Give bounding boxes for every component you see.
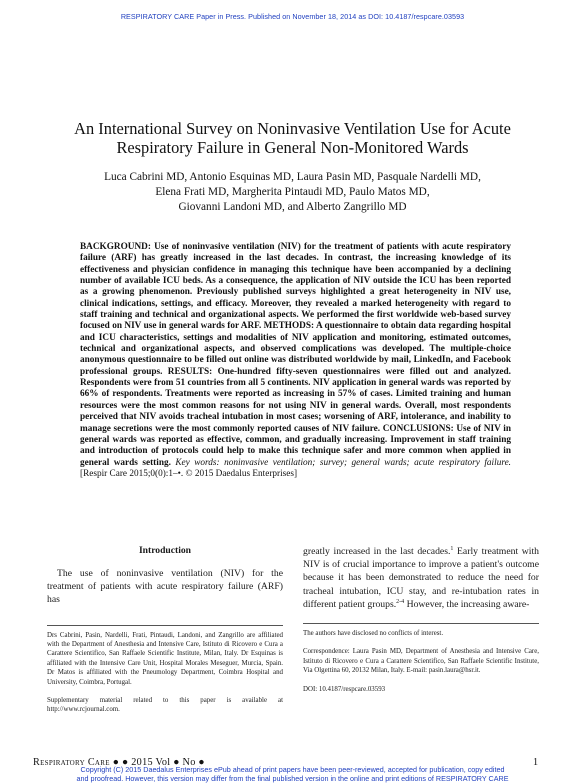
intro-continued: greatly increased in the last decades.$^1$ Early treatment with NIV is of crucial importance to improve a patient's outcome because it has been demonstrated to reduce the need for tracheal intubation, ICU stay, and re-intubation rates in different patient groups.$^{2-4}$ However, the increasing aware- xyxy=(303,545,540,610)
abstract-keywords: Key words: noninvasive ventilation; survey; general wards; acute respiratory failure. xyxy=(175,457,511,468)
page-number: 1 xyxy=(533,757,539,768)
copyright-line: Copyright (C) 2015 Daedalus Enterprises ePub ahead of print papers have been peer-reviewed, accepted for publication, copy edited xyxy=(80,765,505,774)
author-list xyxy=(60,170,525,214)
correspondence: Correspondence: Laura Pasin MD, Department of Anesthesia and Intensive Care, Istituto di Ricovero e Cura a Carattere Scientifico, San Raffaele Scientific Institute, Via Olgettina 60, 20132 Milan, Italy. E-mail: pasin.laura@hsr.it. xyxy=(303,648,539,675)
doi: DOI: 10.4187/respcare.03593 xyxy=(303,685,386,693)
issue-info: ● ● 2015 Vol ● No ● xyxy=(112,757,205,768)
reference-mark: 2-4 xyxy=(396,598,405,605)
article-title xyxy=(40,120,545,157)
abstract-citation: [Respir Care 2015;0(0):1–•. © 2015 Daedalus Enterprises] xyxy=(80,468,298,479)
title-line: An International Survey on Noninvasive Ventilation Use for Acute xyxy=(74,119,511,138)
author-line: Luca Cabrini MD, Antonio Esquinas MD, Laura Pasin MD, Pasquale Nardelli MD, xyxy=(104,171,481,183)
abstract xyxy=(80,242,511,480)
copyright-line: and proofread. However, this version may differ from the final published version in the online and print editions of RESPIRATORY CARE xyxy=(76,774,509,783)
disclosure: The authors have disclosed no conflicts of interest. xyxy=(303,630,444,638)
abstract-body: BACKGROUND: Use of noninvasive ventilation (NIV) for the treatment of patients with acute respiratory failure (ARF) has greatly increased in the last decades. In contrast, the increasing knowledge of its effectiveness and physician confidence in managing this technique have been accompanied by a declining number of available ICU beds. As a consequence, the application of NIV outside the ICU has been reported as a growing phenomenon. Previously published surveys highlighted a great heterogeneity in NIV use, clinical indications, settings, and efficacy. Moreover, they revealed a marked heterogeneity with regard to staff training and technical and organizational aspects. We performed the first worldwide web-based survey focused on NIV use in general wards for ARF. METHODS: A questionnaire to obtain data regarding hospital and ICU characteristics, settings and modalities of NIV application and monitoring, estimated outcomes, technical and organizational aspects, and observed complications was developed. The multiple-choice anonymous questionnaire to be filled out online was distributed worldwide by mail, LinkedIn, and Facebook professional groups. RESULTS: One-hundred fifty-seven questionnaires were filled out and analyzed. Respondents were from 51 countries from all 5 continents. NIV application in general wards was reported by 66% of respondents. Treatments were reported as increasing in 57% of cases. Limited training and human resources were the most common reasons for not using NIV in general wards. Overall, most respondents perceived that NIV avoids tracheal intubation in most cases; worsening of ARF, intolerance, and inability to manage secretions were the most commonly reported causes of NIV failure. CONCLUSIONS: Use of NIV in general wards was reported as effective, common, and gradually increasing. Improvement in staff training and introduction of protocols could help to make this technique safer and more common when applied in general wards setting. xyxy=(80,242,511,468)
journal-name: Respiratory Care xyxy=(33,757,110,768)
author-line: Giovanni Landoni MD, and Alberto Zangrillo MD xyxy=(178,200,407,213)
intro-paragraph: The use of noninvasive ventilation (NIV) for the treatment of patients with acute respiratory failure (ARF) has xyxy=(47,568,283,606)
affiliations: Drs Cabrini, Pasin, Nardelli, Frati, Pintaudi, Landoni, and Zangrillo are affiliated with the Department of Anesthesia and Intensive Care, Istituto di Ricovero e Cura a Carattere Scientifico, San Raffaele Scientific Institute, Milan, Italy. Dr Esquinas is affiliated with the Intensive Care Unit, Hospital Morales Meseguer, Murcia, Spain. Dr Matos is affiliated with the Pneumology Department, Coimbra Hospital and University, Coimbra, Portugal. xyxy=(47,631,283,686)
reference-mark: 1 xyxy=(450,545,454,552)
title-line: Respiratory Failure in General Non-Monitored Wards xyxy=(116,137,469,157)
author-line: Elena Frati MD, Margherita Pintaudi MD, Paulo Matos MD, xyxy=(155,185,430,198)
copyright-notice xyxy=(0,765,585,783)
supplementary-note: Supplementary material related to this paper is available at http://www.rcjournal.com. xyxy=(47,697,283,714)
left-column xyxy=(47,545,283,715)
press-notice: RESPIRATORY CARE Paper in Press. Published on November 18, 2014 as DOI: 10.4187/respcare.03593 xyxy=(120,12,465,21)
intro-heading: Introduction xyxy=(138,545,192,556)
right-column xyxy=(303,545,539,694)
